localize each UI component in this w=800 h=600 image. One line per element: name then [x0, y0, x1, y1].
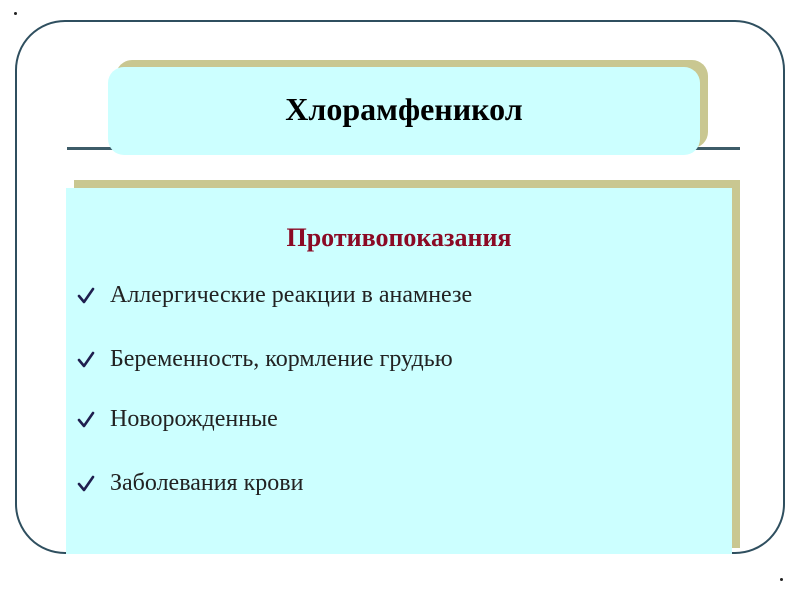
- list-item-label: Беременность, кормление грудью: [110, 346, 453, 372]
- checkmark-icon: [76, 409, 96, 431]
- checkmark-icon: [76, 349, 96, 371]
- contraindications-list: [66, 188, 732, 554]
- list-item-label: Новорожденные: [110, 406, 278, 432]
- list-item: [76, 346, 453, 373]
- list-item: [76, 282, 472, 309]
- checkmark-icon: [76, 285, 96, 307]
- list-item: [76, 470, 303, 497]
- list-item: [76, 406, 278, 433]
- checkmark-icon: [76, 473, 96, 495]
- list-item-label: Заболевания крови: [110, 470, 304, 496]
- list-item-label: Аллергические реакции в анамнезе: [110, 282, 473, 308]
- corner-dot: [780, 578, 783, 581]
- content-box: [66, 188, 732, 554]
- corner-dot: [14, 12, 17, 15]
- slide-title: Хлорамфеникол: [285, 90, 523, 127]
- title-box: [108, 67, 700, 155]
- section-subtitle: Противопоказания: [286, 223, 512, 252]
